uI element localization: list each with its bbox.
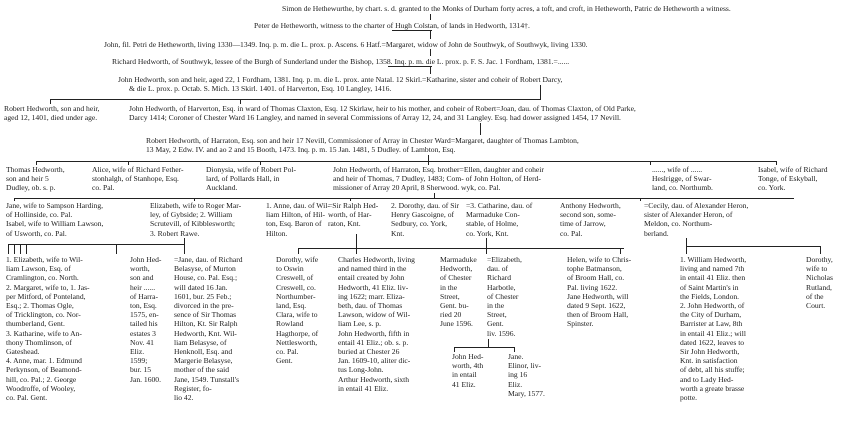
- helen-jane-entry: Helen, wife to Chris- tophe Batmanson, of Broom Hall, co. Pal. living 1622. Jane Hedworth, will dated 9 Sept. 1622, then of Broom Hall, Spinster.: [567, 255, 632, 329]
- richard-southwyk-entry: Richard Hedworth, of Southwyk, lessee of the Burgh of Sunderland under the Bishop, 1358. Inq. p. m. die L. prox. p. F. S. Jac. 1 Fordham, 1381.=......: [112, 57, 570, 66]
- charles-hedworth-entry: Charles Hedworth, living and named third in the entail created by John Hedworth, 41 Eliz. liv- ing 1622; marr. Eliza- beth, dau. of Thomas Lawson, widow of Wil- liam Lee, s. p. John Hedworth, fifth in entail 41 Eliz.; ob. s. p. buried at Chester 26 Jan. 1609-10, aliter dic- tus Long-John. Arthur Hedworth, sixth in entail 41 Eliz.: [338, 255, 415, 393]
- connector: [388, 66, 432, 67]
- connector: [620, 248, 621, 254]
- simon-entry: Simon de Hethewurthe, by chart. s. d. granted to the Monks of Durham forty acres, a toft, and croft, in Hetheworth, Patric de Hetheworth a witness.: [282, 4, 731, 13]
- connector: [8, 244, 184, 245]
- peter-entry: Peter de Hetheworth, witness to the charter of Hugh Colstan, of lands in Hedworth, 1314†.: [254, 21, 530, 30]
- connector: [184, 238, 185, 254]
- elizabeth-marley-entry: Elizabeth, wife to Roger Mar- ley, of Gybside; 2. William Scrutevill, of Kibblesworth; 3. Robert Rawe.: [150, 201, 242, 238]
- elizabeth-sisters-entry: 1. Elizabeth, wife to Wil- liam Lawson, Esq. of Cramlington, co. North. 2. Margaret, wife to, 1. Jas- per Mitford, of Ponteland, Esq.; 2. Thomas Ogle, of Tricklington, co. Nor- thumberland, Gent. 3. Katharine, wife to An- thony Thomlinson, of Gateshead. 4. Anne, mar. 1. Edmund Perkynson, of Beamond- hill, co. Pal.; 2. George Woodroffe, of Wooley, co. Pal. Gent.: [6, 255, 90, 403]
- dorothy-rutland-entry: Dorothy, wife to Nicholas Rutland, of the Court.: [806, 255, 833, 311]
- connector: [26, 244, 27, 254]
- jane-isabel-entry: Jane, wife to Sampson Harding, of Hollinside, co. Pal. Isabel, wife to William Lawson, of Usworth, co. Pal.: [6, 201, 104, 238]
- connector: [116, 244, 117, 254]
- heslrigge-wife-entry: ......, wife of ...... Heslrigge, of Swar- land, co. Northumb.: [652, 165, 713, 193]
- william-john-hedworth-entry: 1. William Hedworth, living and named 7th in entail 41 Eliz. then of Saint Martin's in the Fields, London. 2. John Hedworth, of the City of Durham, Barrister at Law, 8th in entail 41 Eliz.; will dated 1622, leaves to Sir John Hedworth, Knt. in satisfaction of debt, all his stuffe; and to Lady Hed- worth a greate brasse potte.: [680, 255, 747, 403]
- connector: [36, 161, 776, 162]
- jane-elinor-mary-entry: Jane. Elinor, liv- ing 16 Eliz. Mary, 1577.: [508, 352, 545, 398]
- john-hedworth-4th-entry: John Hed- worth, 4th in entail 41 Eliz.: [452, 352, 484, 389]
- connector: [454, 347, 514, 348]
- anne-hilton-entry: 1. Anne, dau. of Wil- liam Hilton, of Hil- ton, Esq. Baron of Hilton.: [266, 201, 330, 238]
- connector: [480, 123, 481, 135]
- john-hedworth-1600-entry: John Hed- worth, son and heir ...... of Harra- ton, Esq. 1575, en- tailed his estates 3 Nov. 41 Eliz. 1599; bur. 15 Jan. 1600.: [130, 255, 162, 384]
- alice-entry: Alice, wife of Richard Fether- stonhalgh, of Stanhope, Esq. co. Pal.: [92, 165, 184, 193]
- dorothy-clara-entry: Dorothy, wife to Oswin Creswell, of Creswell, co. Northumber- land, Esq. Clara, wife to Rowland Hagthorpe, of Nettlesworth, co. Pal. Gent.: [276, 255, 319, 366]
- connector: [650, 161, 651, 165]
- connector: [298, 248, 624, 249]
- john-1381-entry-cont: & die L. prox. p. Octab. S. Mich. 13 Skirl. 1401. of Harverton, Esq. 10 Langley, 1416.: [129, 84, 392, 93]
- catharine-constable-entry: =3. Catharine, dau. of Marmaduke Con- stable, of Holme, co. York, Knt.: [466, 201, 533, 238]
- connector: [640, 198, 641, 201]
- jane-belasyse-entry: =Jane, dau. of Richard Belasyse, of Murton House, co. Pal. Esq.; will dated 16 Jan. 1601, bur. 25 Feb.; divorced in the pre- sence of Sir Thomas Hilton, Kt. Sir Ralph Hedworth, Knt. Wil- liam Belasyse, of Henknoll, Esq. and Margerie Belasyse, mother of the said Jane, 1549. Tunstall's Register, fo- lio 42.: [174, 255, 243, 403]
- connector: [8, 244, 9, 254]
- john-1381-entry: John Hedworth, son and heir, aged 22, 1 Fordham, 1381. Inq. p. m. die L. prox. ante Natal. 12 Skirl.=Katharine, sister and coheir of Robert Darcy,: [118, 75, 563, 84]
- connector: [50, 99, 541, 100]
- dionysia-entry: Dionysia, wife of Robert Pol- lard, of Pollards Hall, in Auckland.: [206, 165, 297, 193]
- connector: [820, 246, 821, 254]
- anthony-hedworth-entry: Anthony Hedworth, second son, some- time of Jarrow, co. Pal.: [560, 201, 621, 238]
- john-petri-entry: John, fil. Petri de Hetheworth, living 1330—1349. Inq. p. m. die L. prox. p. Ascens. 6 Hatf.=Margaret, widow of John de Southwyk, of Southwyk, living 1330.: [104, 40, 588, 49]
- dorothy-gascoigne-entry: 2. Dorothy, dau. of Sir Henry Gascoigne, of Sedbury, co. York, Knt.: [391, 201, 460, 238]
- john-harraton-1483-entry: John Hedworth, of Harraton, Esq. brother=Ellen, daughter and coheir and heir of Thomas, 7 Dudley, 1483; Com- of John Holton, of Herd- missioner of Array 20 April, 8 Sherwood. wyk, co. Pal.: [333, 165, 544, 193]
- connector: [488, 339, 489, 347]
- isabel-tonge-entry: Isabel, wife of Richard Tonge, of Eskyball, co. York.: [758, 165, 828, 193]
- connector: [430, 66, 431, 74]
- robert-1401-entry: Robert Hedworth, son and heir, aged 12, 1401, died under age.: [4, 104, 100, 123]
- connector: [686, 246, 820, 247]
- sir-ralph-hedworth-entry: =Sir Ralph Hed- worth, of Har- raton, Knt.: [328, 201, 379, 229]
- connector: [430, 14, 431, 20]
- connector: [356, 234, 357, 254]
- connector: [14, 244, 15, 254]
- connector: [486, 238, 487, 254]
- robert-harraton-entry: Robert Hedworth, of Harraton, Esq. son and heir 17 Nevill, Commissioner of Array in Chester Ward=Margaret, daughter of Thomas Lambton, 13 May, 2 Edw. IV. and ao 2 and 15 Booth, 1473. Inq. p. m. 15 Jan. 1481, 5 Dudley. of Lambton, Esq.: [146, 136, 579, 155]
- connector: [392, 30, 432, 31]
- john-harverton-entry: John Hedworth, of Harverton, Esq. in ward of Thomas Claxton, Esq. 12 Skirlaw, heir to his mother, and coheir of Robert=Joan, dau. of Thomas Claxton, of Old Parke, Darcy 1414; Coroner of Chester Ward 16 Langley, and named in several Commissions of Array 12, 24, and 31 Langley. Esq. had dower assigned 1454, 17 Nevill.: [129, 104, 636, 123]
- connector: [430, 49, 431, 56]
- cecily-heron-entry: =Cecily, dau. of Alexander Heron, sister of Alexander Heron, of Meldon, co. Northum- berland.: [644, 201, 749, 238]
- connector: [14, 198, 794, 199]
- connector: [430, 30, 431, 39]
- thomas-hedworth-entry: Thomas Hedworth, son and heir 5 Dudley, ob. s. p.: [6, 165, 65, 193]
- connector: [298, 248, 299, 254]
- connector: [686, 238, 687, 254]
- connector: [20, 244, 21, 254]
- connector: [540, 85, 541, 99]
- marmaduke-hedworth-entry: Marmaduke Hedworth, of Chester in the Street, Gent. bu- ried 20 June 1596.: [440, 255, 477, 329]
- elizabeth-harbotle-entry: =Elizabeth, dau. of Richard Harbotle, of Chester in the Street, Gent. liv. 1596.: [487, 255, 522, 338]
